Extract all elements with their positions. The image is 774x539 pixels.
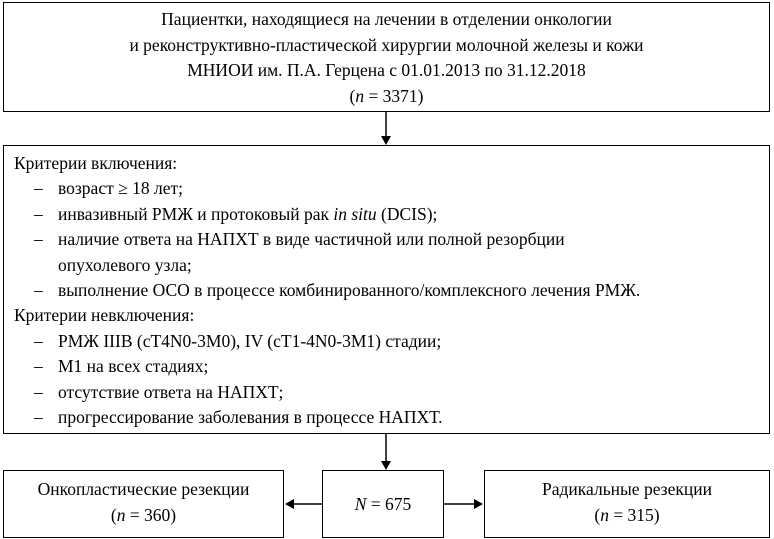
dash: – [34,203,43,224]
inclusion-item: – возраст ≥ 18 лет; [14,176,759,201]
dash: – [34,280,43,301]
cohort-count: (n = 3371) [349,85,424,106]
dash: – [34,229,43,250]
inclusion-item: – наличие ответа на НАПХТ в виде частичной или полной резорбции опухолевого узла; [34,229,565,275]
exclusion-title: Критерии невключения: [14,305,195,326]
exclusion-item: – прогрессирование заболевания в процессе НАПХТ. [14,405,759,430]
inclusion-item: – инвазивный РМЖ и протоковый рак in situ (DCIS); [14,202,759,227]
inclusion-item: – выполнение ОСО в процессе комбинированного/комплексного лечения РМЖ. [14,278,759,303]
oncoplastic-title: Онкопластические резекции [37,479,250,499]
arrowhead-down-1 [381,136,391,145]
exclusion-item: – РМЖ IIIB (cT4N0-3M0), IV (cT1-4N0-3M1) стадии; [14,329,759,354]
exclusion-item: – М1 на всех стадиях; [14,354,759,379]
cohort-line-3: МНИОИ им. П.А. Герцена с 01.01.2013 по 31.12.2018 [187,60,586,80]
cohort-line-1: Пациентки, находящиеся на лечении в отделении онкологии [161,9,612,29]
arrowhead-right [474,499,483,509]
arrowhead-left [285,499,294,509]
dash: – [34,330,43,351]
cohort-line-2: и реконструктивно-пластической хирургии молочной железы и кожи [129,34,644,55]
dash: – [34,407,43,428]
total-count: N = 675 [354,494,412,514]
radical-title: Радикальные резекции [542,479,712,499]
inclusion-title: Критерии включения: [14,153,178,173]
dash: – [34,356,43,377]
dash: – [34,381,43,402]
oncoplastic-count: (n = 360) [110,504,177,525]
exclusion-item: – отсутствие ответа на НАПХТ; [14,380,759,405]
dash: – [34,178,43,199]
radical-count: (n = 315) [594,504,660,525]
arrowhead-down-2 [381,461,391,470]
